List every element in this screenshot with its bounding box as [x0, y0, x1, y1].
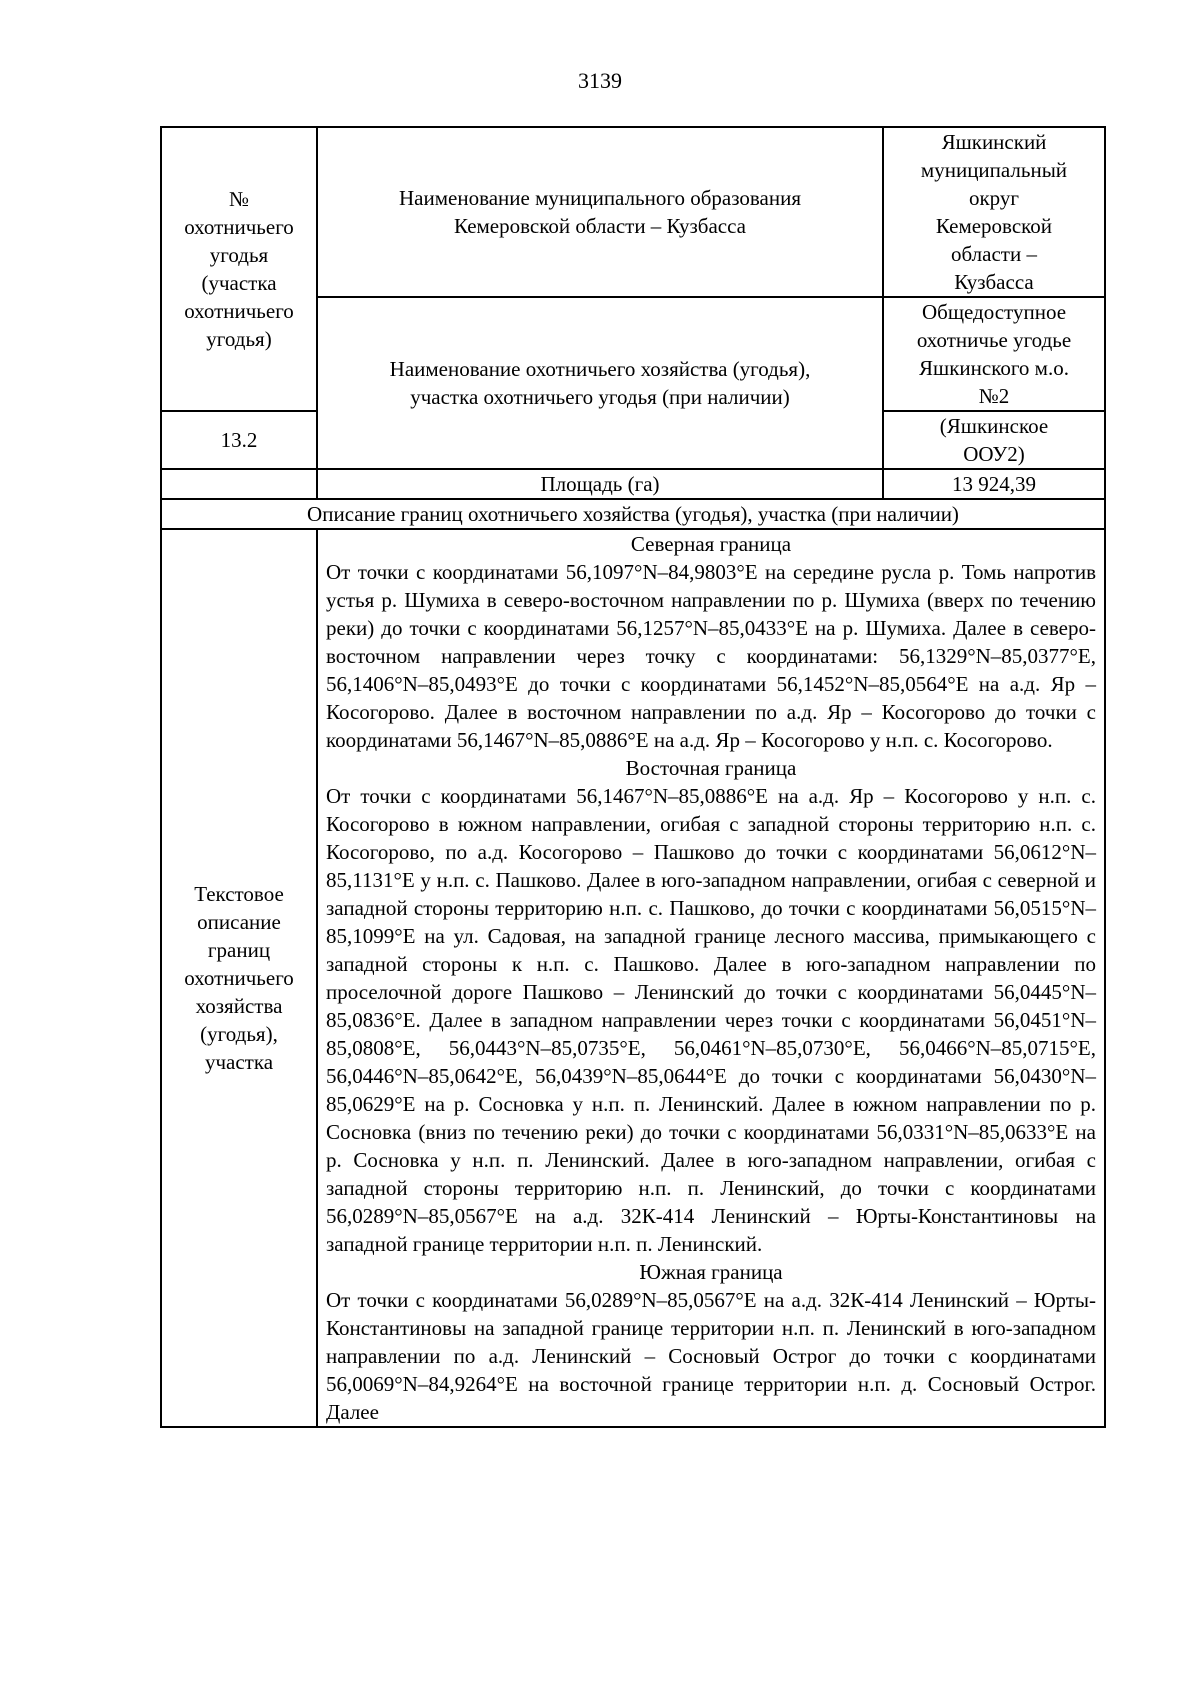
farm-label: Наименование охотничьего хозяйства (угодья), участка охотничьего угодья (при наличии)	[317, 297, 883, 469]
farm-value: Общедоступное охотничье угодье Яшкинского м.о. №2	[883, 297, 1105, 411]
east-boundary-title: Восточная граница	[625, 756, 797, 780]
description-body	[317, 529, 1105, 1427]
hunting-ground-table	[160, 126, 1106, 1428]
ground-number-label: № охотничьего угодья (участка охотничьего угодья)	[161, 127, 317, 411]
north-boundary-title: Северная граница	[630, 532, 792, 556]
municipality-label: Наименование муниципального образования Кемеровской области – Кузбасса	[317, 127, 883, 297]
description-header: Описание границ охотничьего хозяйства (угодья), участка (при наличии)	[161, 499, 1105, 529]
north-boundary-text: От точки с координатами 56,1097°N–84,9803°E на середине русла р. Томь напротив устья р. Шумиха в северо-восточном направлении по р. Шумиха (вверх по течению реки) до точки с координатами 56,1257°N–85,0433°E на р. Шумиха. Далее в северо-восточном направлении через точку с координатами: 56,1329°N–85,0377°E, 56,1406°N–85,0493°E до точки с координатами 56,1452°N–85,0564°E на а.д. Яр – Косогорово. Далее в восточном направлении по а.д. Яр – Косогорово до точки с координатами 56,1467°N–85,0886°E на а.д. Яр – Косогорово у н.п. с. Косогорово.	[326, 560, 1096, 752]
south-boundary-text: От точки с координатами 56,0289°N–85,0567°E на а.д. 32К-414 Ленинский – Юрты-Константиновы на западной границе территории н.п. п. Ленинский в юго-западном направлении по а.д. Ленинский – Сосновый Острог до точки с координатами 56,0069°N–84,9264°E на восточной границе территории н.п. д. Сосновый Острог. Далее	[326, 1288, 1096, 1424]
east-boundary-text: От точки с координатами 56,1467°N–85,0886°E на а.д. Яр – Косогорово у н.п. с. Косогорово в южном направлении, огибая с западной стороны территорию н.п. с. Косогорово, по а.д. Косогорово – Пашково до точки с координатами 56,0612°N–85,1131°E у н.п. с. Пашково. Далее в юго-западном направлении, огибая с северной и западной стороны территорию н.п. с. Пашково, до точки с координатами 56,0515°N–85,1099°E на ул. Садовая, на западной границе лесного массива, примыкающего с западной стороны к н.п. с. Пашково. Далее в юго-западном направлении по проселочной дороге Пашково – Ленинский до точки с координатами 56,0445°N–85,0836°E. Далее в западном направлении через точки с координатами 56,0451°N–85,0808°E, 56,0443°N–85,0735°E, 56,0461°N–85,0730°E, 56,0466°N–85,0715°E, 56,0446°N–85,0642°E, 56,0439°N–85,0644°E до точки с координатами 56,0430°N–85,0629°E на р. Сосновка у н.п. п. Ленинский. Далее в южном направлении по р. Сосновка (вниз по течению реки) до точки с координатами 56,0331°N–85,0633°E на р. Сосновка у н.п. п. Ленинский. Далее в юго-западном направлении, огибая с западной стороны территорию н.п. п. Ленинский, до точки с координатами 56,0289°N–85,0567°E на а.д. 32К-414 Ленинский – Юрты-Константиновы на западной границе территории н.п. п. Ленинский.	[326, 784, 1096, 1256]
empty-cell	[161, 469, 317, 499]
municipality-value: Яшкинский муниципальный округ Кемеровской области – Кузбасса	[883, 127, 1105, 297]
area-value: 13 924,39	[883, 469, 1105, 499]
page-number: 3139	[578, 68, 622, 93]
south-boundary-title: Южная граница	[639, 1260, 783, 1284]
area-label: Площадь (га)	[317, 469, 883, 499]
ground-number-value: 13.2	[161, 411, 317, 469]
description-label: Текстовое описание границ охотничьего хозяйства (угодья), участка	[161, 529, 317, 1427]
farm-value-short: (Яшкинское ООУ2)	[883, 411, 1105, 469]
